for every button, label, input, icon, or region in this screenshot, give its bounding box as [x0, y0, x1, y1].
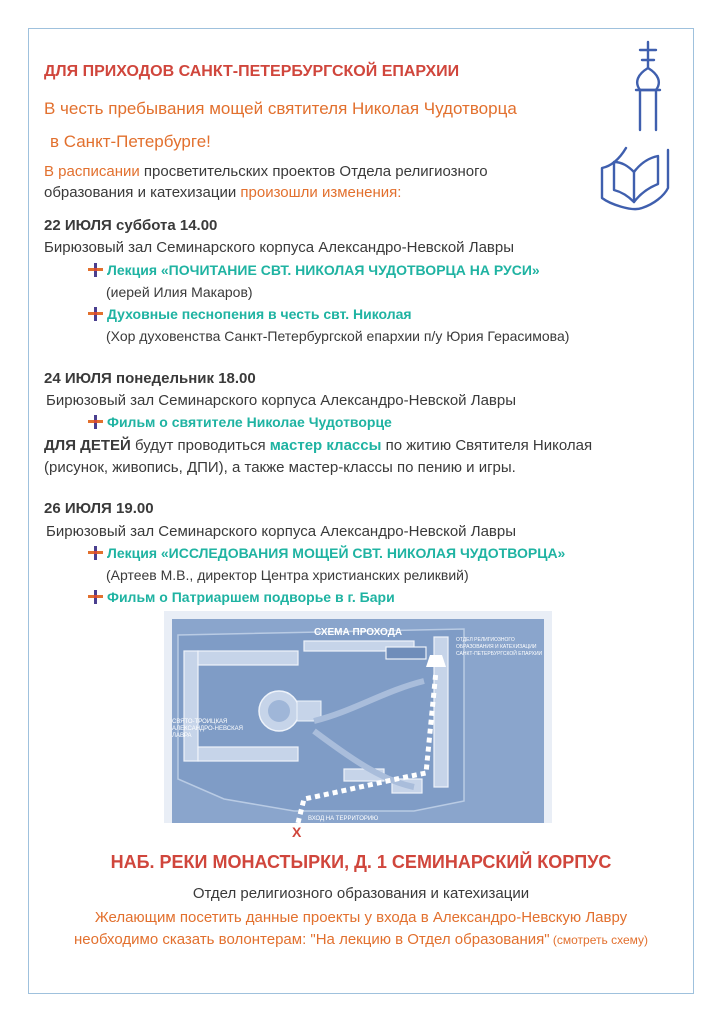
map-title: СХЕМА ПРОХОДА — [314, 627, 403, 638]
event2-item1-title: Фильм о святителе Николае Чудотворце — [107, 414, 392, 430]
event2-date: 24 ИЮЛЯ понедельник 18.00 — [44, 370, 256, 387]
lavra-label-3: ЛАВРА — [172, 733, 192, 739]
cross-bullet-icon — [88, 590, 103, 604]
cross-bullet-icon — [88, 546, 103, 560]
event1-place: Бирюзовый зал Семинарского корпуса Александро-Невской Лавры — [44, 239, 515, 256]
event1-item1 — [88, 262, 540, 278]
notice-part2: просветительских проектов Отдела религиозного — [139, 163, 488, 180]
event3-item1-title: Лекция «ИССЛЕДОВАНИЯ МОЩЕЙ СВТ. НИКОЛАЯ ЧУДОТВОРЦА» — [107, 545, 566, 561]
event1-date: 22 ИЮЛЯ суббота 14.00 — [44, 217, 218, 234]
kids-text-d: по житию Святителя Николая — [381, 437, 593, 454]
building-north — [198, 651, 298, 665]
dept-label-2: ОБРАЗОВАНИЯ И КАТЕХИЗАЦИИ — [456, 644, 537, 650]
event2-kids-line1 — [44, 437, 592, 454]
event1-item2 — [88, 306, 412, 322]
event3-date: 26 ИЮЛЯ 19.00 — [44, 500, 154, 517]
entrance-mark: X — [292, 824, 302, 839]
footer-wish-line1: Желающим посетить данные проекты у входа в Александро-Невскую Лавру — [94, 909, 628, 926]
lavra-label-2: АЛЕКСАНДРО-НЕВСКАЯ — [172, 726, 243, 732]
footer-wish-line2-wrap — [28, 931, 694, 948]
church-book-logo — [590, 38, 672, 216]
seminary-building — [386, 647, 426, 659]
footer-address: НАБ. РЕКИ МОНАСТЫРКИ, Д. 1 СЕМИНАРСКИЙ КОРПУС — [110, 852, 612, 872]
dept-label-1: ОТДЕЛ РЕЛИГИОЗНОГО — [456, 637, 515, 643]
event3-item1-note: (Артеев М.В., директор Центра христианских реликвий) — [106, 567, 469, 583]
event3-place: Бирюзовый зал Семинарского корпуса Александро-Невской Лавры — [46, 523, 517, 540]
map-bottom-strip — [164, 823, 552, 839]
header-subtitle-line1: В честь пребывания мощей святителя Николая Чудотворца — [44, 99, 517, 118]
entrance-label: ВХОД НА ТЕРРИТОРИЮ — [308, 816, 379, 822]
event1-item2-note: (Хор духовенства Санкт-Петербургской епархии п/у Юрия Герасимова) — [106, 328, 570, 344]
footer-wish-line2: необходимо сказать волонтерам: "На лекцию в Отдел образования" — [74, 931, 550, 948]
dept-label-3: САНКТ-ПЕТЕРБУРГСКОЙ ЕПАРХИИ — [456, 651, 543, 657]
event2-place: Бирюзовый зал Семинарского корпуса Александро-Невской Лавры — [46, 392, 517, 409]
footer-wish-note: (смотреть схему) — [549, 933, 648, 947]
notice-part4: произошли изменения — [240, 184, 398, 201]
event3-item1 — [88, 545, 565, 561]
kids-label: ДЛЯ ДЕТЕЙ — [44, 437, 131, 454]
event1-item1-title: Лекция «ПОЧИТАНИЕ СВТ. НИКОЛАЯ ЧУДОТВОРЦА НА РУСИ» — [107, 262, 540, 278]
route-map — [164, 611, 552, 839]
master-classes-label: мастер классы — [269, 437, 382, 454]
cross-bullet-icon — [88, 263, 103, 277]
event3-item2-title: Фильм о Патриаршем подворье в г. Бари — [107, 589, 395, 605]
footer-dept: Отдел религиозного образования и катехизации — [192, 885, 530, 902]
lavra-label-1: СВЯТО-ТРОИЦКАЯ — [172, 719, 228, 725]
kids-text-b: будут проводиться — [130, 437, 270, 454]
event2-kids-line2: (рисунок, живопись, ДПИ), а также мастер-классы по пению и игры. — [44, 459, 516, 476]
cross-bullet-icon — [88, 415, 103, 429]
notice-part1: В расписании — [44, 163, 140, 180]
event1-item2-title: Духовные песнопения в честь свт. Николая — [107, 306, 412, 322]
notice-part3: образования и катехизации — [44, 184, 241, 201]
cathedral-dome-inner — [268, 700, 290, 722]
event2-item1 — [88, 414, 392, 430]
header-subtitle-line2: в Санкт-Петербурге! — [50, 132, 211, 151]
event3-item2 — [88, 589, 395, 605]
building-west — [184, 651, 198, 761]
header-title: ДЛЯ ПРИХОДОВ САНКТ-ПЕТЕРБУРГСКОЙ ЕПАРХИИ — [44, 63, 460, 80]
notice-line1 — [44, 163, 488, 180]
notice-line2 — [44, 184, 401, 201]
event1-item1-note: (иерей Илия Макаров) — [106, 284, 253, 300]
notice-part5: : — [397, 184, 402, 201]
building-south — [198, 747, 298, 761]
cross-bullet-icon — [88, 307, 103, 321]
